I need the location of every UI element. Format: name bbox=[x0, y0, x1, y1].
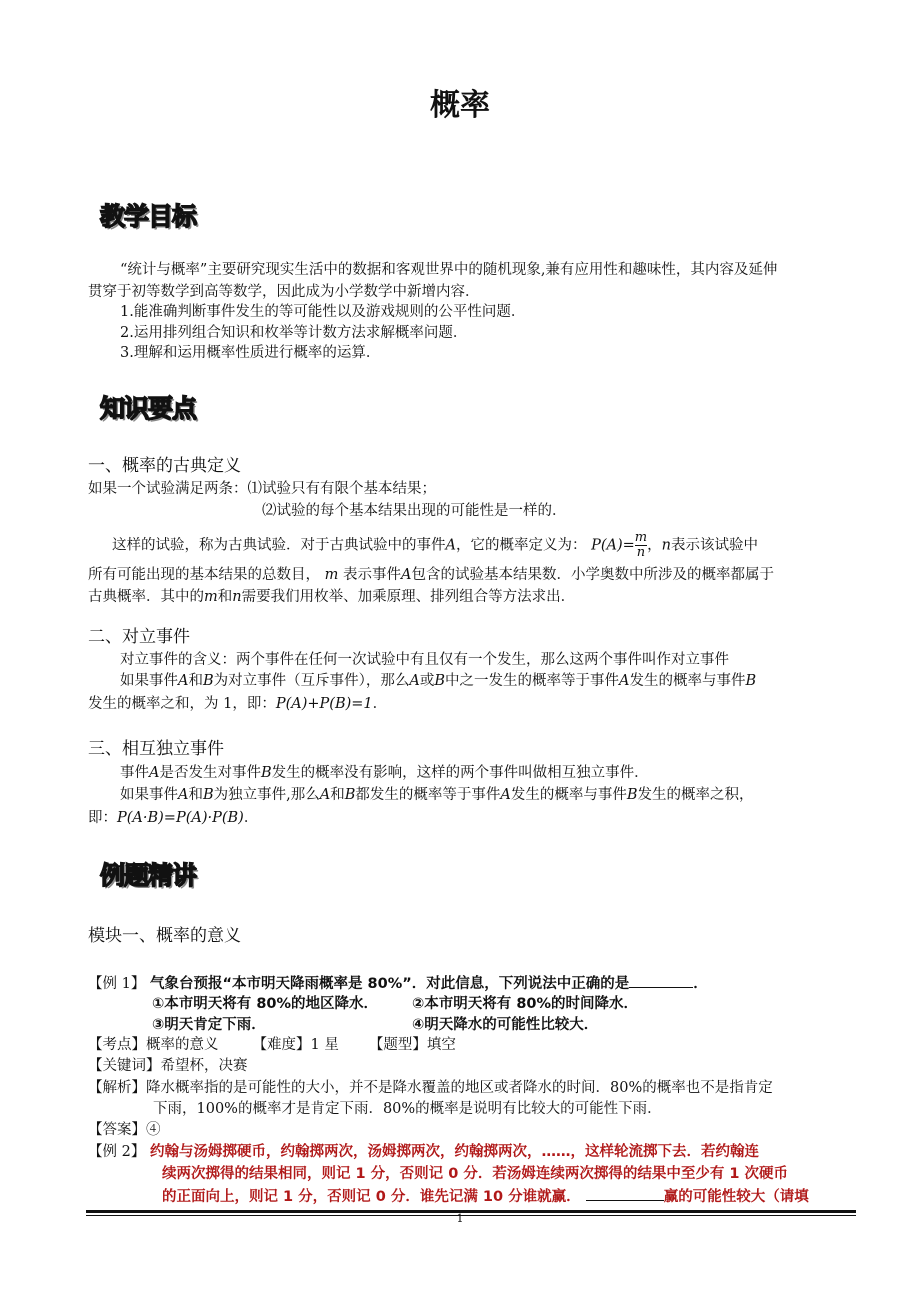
paragraph-line: 如果事件A和B为对立事件（互斥事件），那么A或B中之一发生的概率等于事件A发生的概率与事件B bbox=[120, 673, 757, 689]
paragraph-line: 如果事件A和B为独立事件,那么A和B都发生的概率等于事件A发生的概率与事件B发生的概率之积， bbox=[120, 787, 754, 803]
example-2-line: 续两次掷得的结果相同，则记 1 分，否则记 0 分．若汤姆连续两次掷得的结果中至少有 1 次硬币 bbox=[162, 1166, 789, 1182]
heading-knowledge: 知识要点 bbox=[100, 394, 197, 423]
paragraph-line: 如果一个试验满足两条：⑴试验只有有限个基本结果； bbox=[88, 481, 436, 497]
paragraph-line: 所有可能出现的基本结果的总数目， m 表示事件A包含的试验基本结果数．小学奥数中所涉及的概率都属于 bbox=[88, 567, 774, 583]
page-number: 1 bbox=[456, 1212, 464, 1225]
section-title: 二、对立事件 bbox=[88, 627, 190, 647]
example-1-answer: 【答案】④ bbox=[88, 1122, 161, 1138]
module-title: 模块一、概率的意义 bbox=[88, 926, 241, 946]
paragraph-line: 即：P(A·B)=P(A)·P(B)． bbox=[88, 810, 259, 826]
paragraph-line: 这样的试验，称为古典试验．对于古典试验中的事件A，它的概率定义为： P(A)= $\frac{m}{n}$ ，n表示该试验中 bbox=[112, 530, 758, 560]
heading-examples: 例题精讲 bbox=[100, 861, 197, 890]
example-2-line: 的正面向上，则记 1 分，否则记 0 分．谁先记满 10 分谁就赢． 赢的可能性较大（请填 bbox=[162, 1186, 809, 1207]
example-1-question: 【例 1】 气象台预报“本市明天降雨概率是 80%”．对此信息，下列说法中正确的是 ． bbox=[88, 973, 708, 994]
example-2-question: 【例 2】 约翰与汤姆掷硬币，约翰掷两次，汤姆掷两次，约翰掷两次，……，这样轮流掷下去．若约翰连 bbox=[88, 1144, 759, 1160]
paragraph-line: 事件A是否发生对事件B发生的概率没有影响，这样的两个事件叫做相互独立事件． bbox=[120, 765, 649, 781]
heading-goals: 教学目标 bbox=[100, 202, 197, 231]
example-1-keywords: 【关键词】希望杯，决赛 bbox=[88, 1058, 248, 1074]
example-1-analysis: 【解析】降水概率指的是可能性的大小，并不是降水覆盖的地区或者降水的时间．80%的概率也不是指肯定 bbox=[88, 1080, 773, 1096]
section-title: 一、概率的古典定义 bbox=[88, 456, 241, 476]
goal-item: 1.能准确判断事件发生的等可能性以及游戏规则的公平性问题． bbox=[120, 304, 526, 320]
option-1: ①本市明天将有 80%的地区降水． bbox=[152, 996, 379, 1012]
option-4: ④明天降水的可能性比较大． bbox=[412, 1017, 599, 1033]
paragraph-line: 古典概率．其中的m和n需要我们用枚举、加乘原理、排列组合等方法求出． bbox=[88, 589, 576, 605]
paragraph-line: 发生的概率之和，为 1，即：P(A)+P(B)=1． bbox=[88, 696, 388, 712]
goal-item: 3.理解和运用概率性质进行概率的运算． bbox=[120, 345, 381, 361]
option-2: ②本市明天将有 80%的时间降水． bbox=[412, 996, 639, 1012]
example-1-meta: 【考点】概率的意义 【难度】1 星 【题型】填空 bbox=[88, 1037, 456, 1053]
section-title: 三、相互独立事件 bbox=[88, 739, 224, 759]
paragraph-line: 贯穿于初等数学到高等数学，因此成为小学数学中新增内容． bbox=[88, 284, 480, 300]
page-title: 概率 bbox=[430, 88, 490, 123]
option-3: ③明天肯定下雨． bbox=[152, 1017, 266, 1033]
example-1-analysis-cont: 下雨，100%的概率才是肯定下雨．80%的概率是说明有比较大的可能性下雨． bbox=[153, 1101, 662, 1117]
paragraph-line: “统计与概率”主要研究现实生活中的数据和客观世界中的随机现象,兼有应用性和趣味性，其内容及延伸 bbox=[120, 262, 778, 278]
fraction-m-over-n: $\frac{m}{n}$ bbox=[634, 530, 648, 560]
paragraph-line: ⑵试验的每个基本结果出现的可能性是一样的． bbox=[262, 503, 567, 519]
goal-item: 2.运用排列组合知识和枚举等计数方法求解概率问题． bbox=[120, 325, 468, 341]
paragraph-line: 对立事件的含义：两个事件在任何一次试验中有且仅有一个发生，那么这两个事件叫作对立事件 bbox=[120, 652, 729, 668]
